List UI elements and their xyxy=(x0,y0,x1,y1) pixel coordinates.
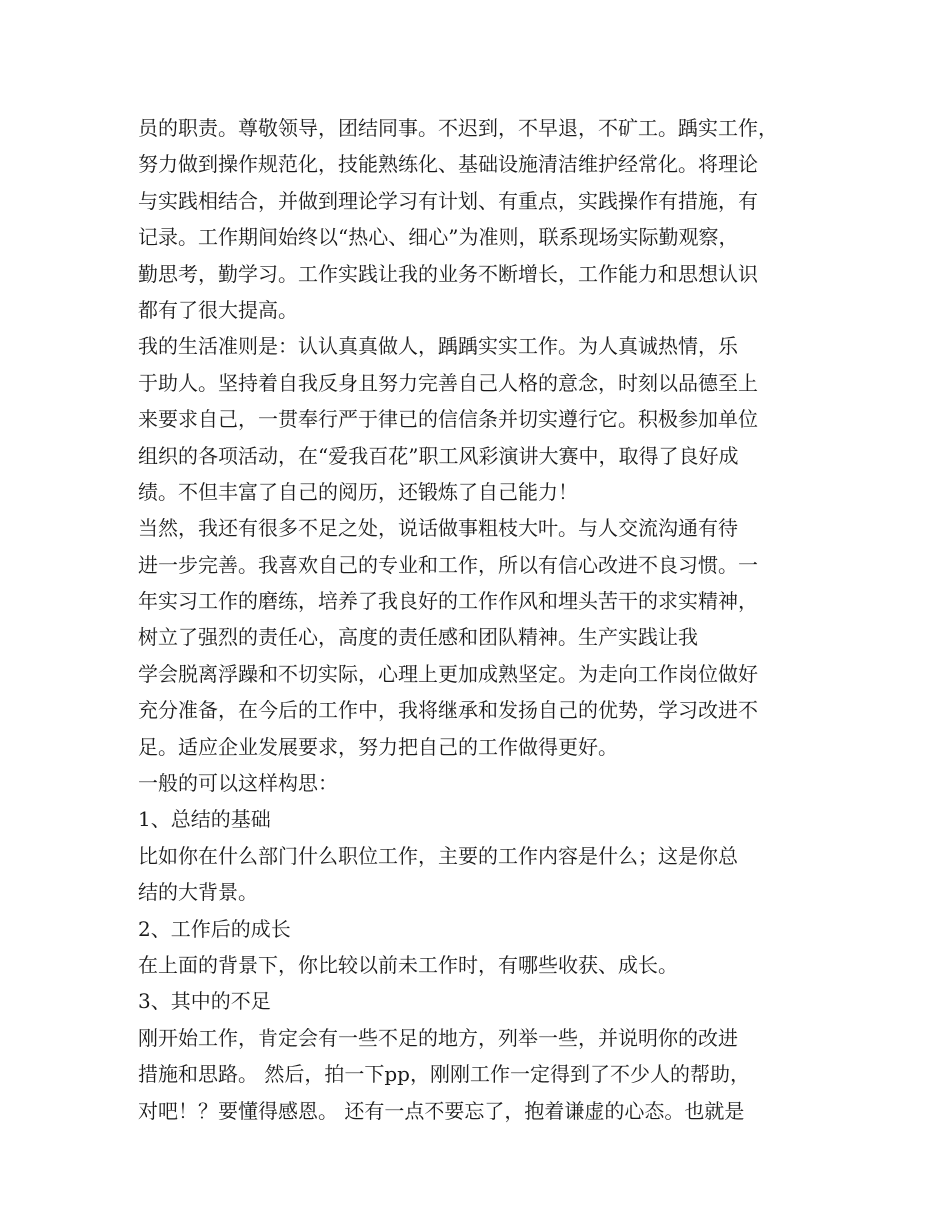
text-line: 努力做到操作规范化，技能熟练化、基础设施清洁维护经常化。将理论 xyxy=(138,152,758,177)
text-line: 刚开始工作，肯定会有一些不足的地方，列举一些，并说明你的改进 xyxy=(138,1025,738,1050)
text-line: 足。适应企业发展要求，努力把自己的工作做得更好。 xyxy=(138,734,618,759)
text-line: 3、其中的不足 xyxy=(138,989,271,1014)
text-line: 结的大背景。 xyxy=(138,880,258,905)
text-line: 在上面的背景下，你比较以前未工作时，有哪些收获、成长。 xyxy=(138,952,678,977)
text-line: 都有了很大提高。 xyxy=(138,297,298,322)
text-line: 记录。工作期间始终以“热心、细心”为准则，联系现场实际勤观察， xyxy=(138,225,739,250)
text-line: 措施和思路。 然后，拍一下pp，刚刚工作一定得到了不少人的帮助， xyxy=(138,1062,750,1087)
text-line: 树立了强烈的责任心，高度的责任感和团队精神。生产实践让我 xyxy=(138,625,698,650)
text-line: 一般的可以这样构思： xyxy=(138,771,338,796)
text-line: 勤思考，勤学习。工作实践让我的业务不断增长，工作能力和思想认识 xyxy=(138,261,758,286)
text-line: 绩。不但丰富了自己的阅历，还锻炼了自己能力！ xyxy=(138,479,578,504)
text-line: 与实践相结合，并做到理论学习有计划、有重点，实践操作有措施，有 xyxy=(138,188,758,213)
text-line: 学会脱离浮躁和不切实际，心理上更加成熟坚定。为走向工作岗位做好 xyxy=(138,661,758,686)
text-line: 比如你在什么部门什么职位工作，主要的工作内容是什么；这是你总 xyxy=(138,843,738,868)
text-line: 充分准备，在今后的工作中，我将继承和发扬自己的优势，学习改进不 xyxy=(138,698,758,723)
text-line: 我的生活准则是：认认真真做人，踽踽实实工作。为人真诚热情，乐 xyxy=(138,334,738,359)
text-line: 1、总结的基础 xyxy=(138,807,271,832)
text-line: 员的职责。尊敬领导，团结同事。不迟到，不早退，不矿工。踽实工作， xyxy=(138,116,778,140)
text-line: 来要求自己，一贯奉行严于律已的信信条并切实遵行它。积极参加单位 xyxy=(138,407,758,432)
text-line: 当然，我还有很多不足之处，说话做事粗枝大叶。与人交流沟通有待 xyxy=(138,516,738,541)
text-line: 于助人。坚持着自我反身且努力完善自己人格的意念，时刻以品德至上 xyxy=(138,370,758,395)
text-line: 进一步完善。我喜欢自己的专业和工作，所以有信心改进不良习惯。一 xyxy=(138,552,758,577)
text-line: 年实习工作的磨练，培养了我良好的工作作风和埋头苦干的求实精神， xyxy=(138,589,758,614)
text-line: 2、工作后的成长 xyxy=(138,916,291,941)
text-line: 组织的各项活动，在“爱我百花”职工风彩演讲大赛中，取得了良好成 xyxy=(138,443,739,468)
text-line: 对吧！？要懂得感恩。 还有一点不要忘了，抱着谦虚的心态。也就是 xyxy=(138,1098,745,1123)
document-body xyxy=(138,110,828,1129)
